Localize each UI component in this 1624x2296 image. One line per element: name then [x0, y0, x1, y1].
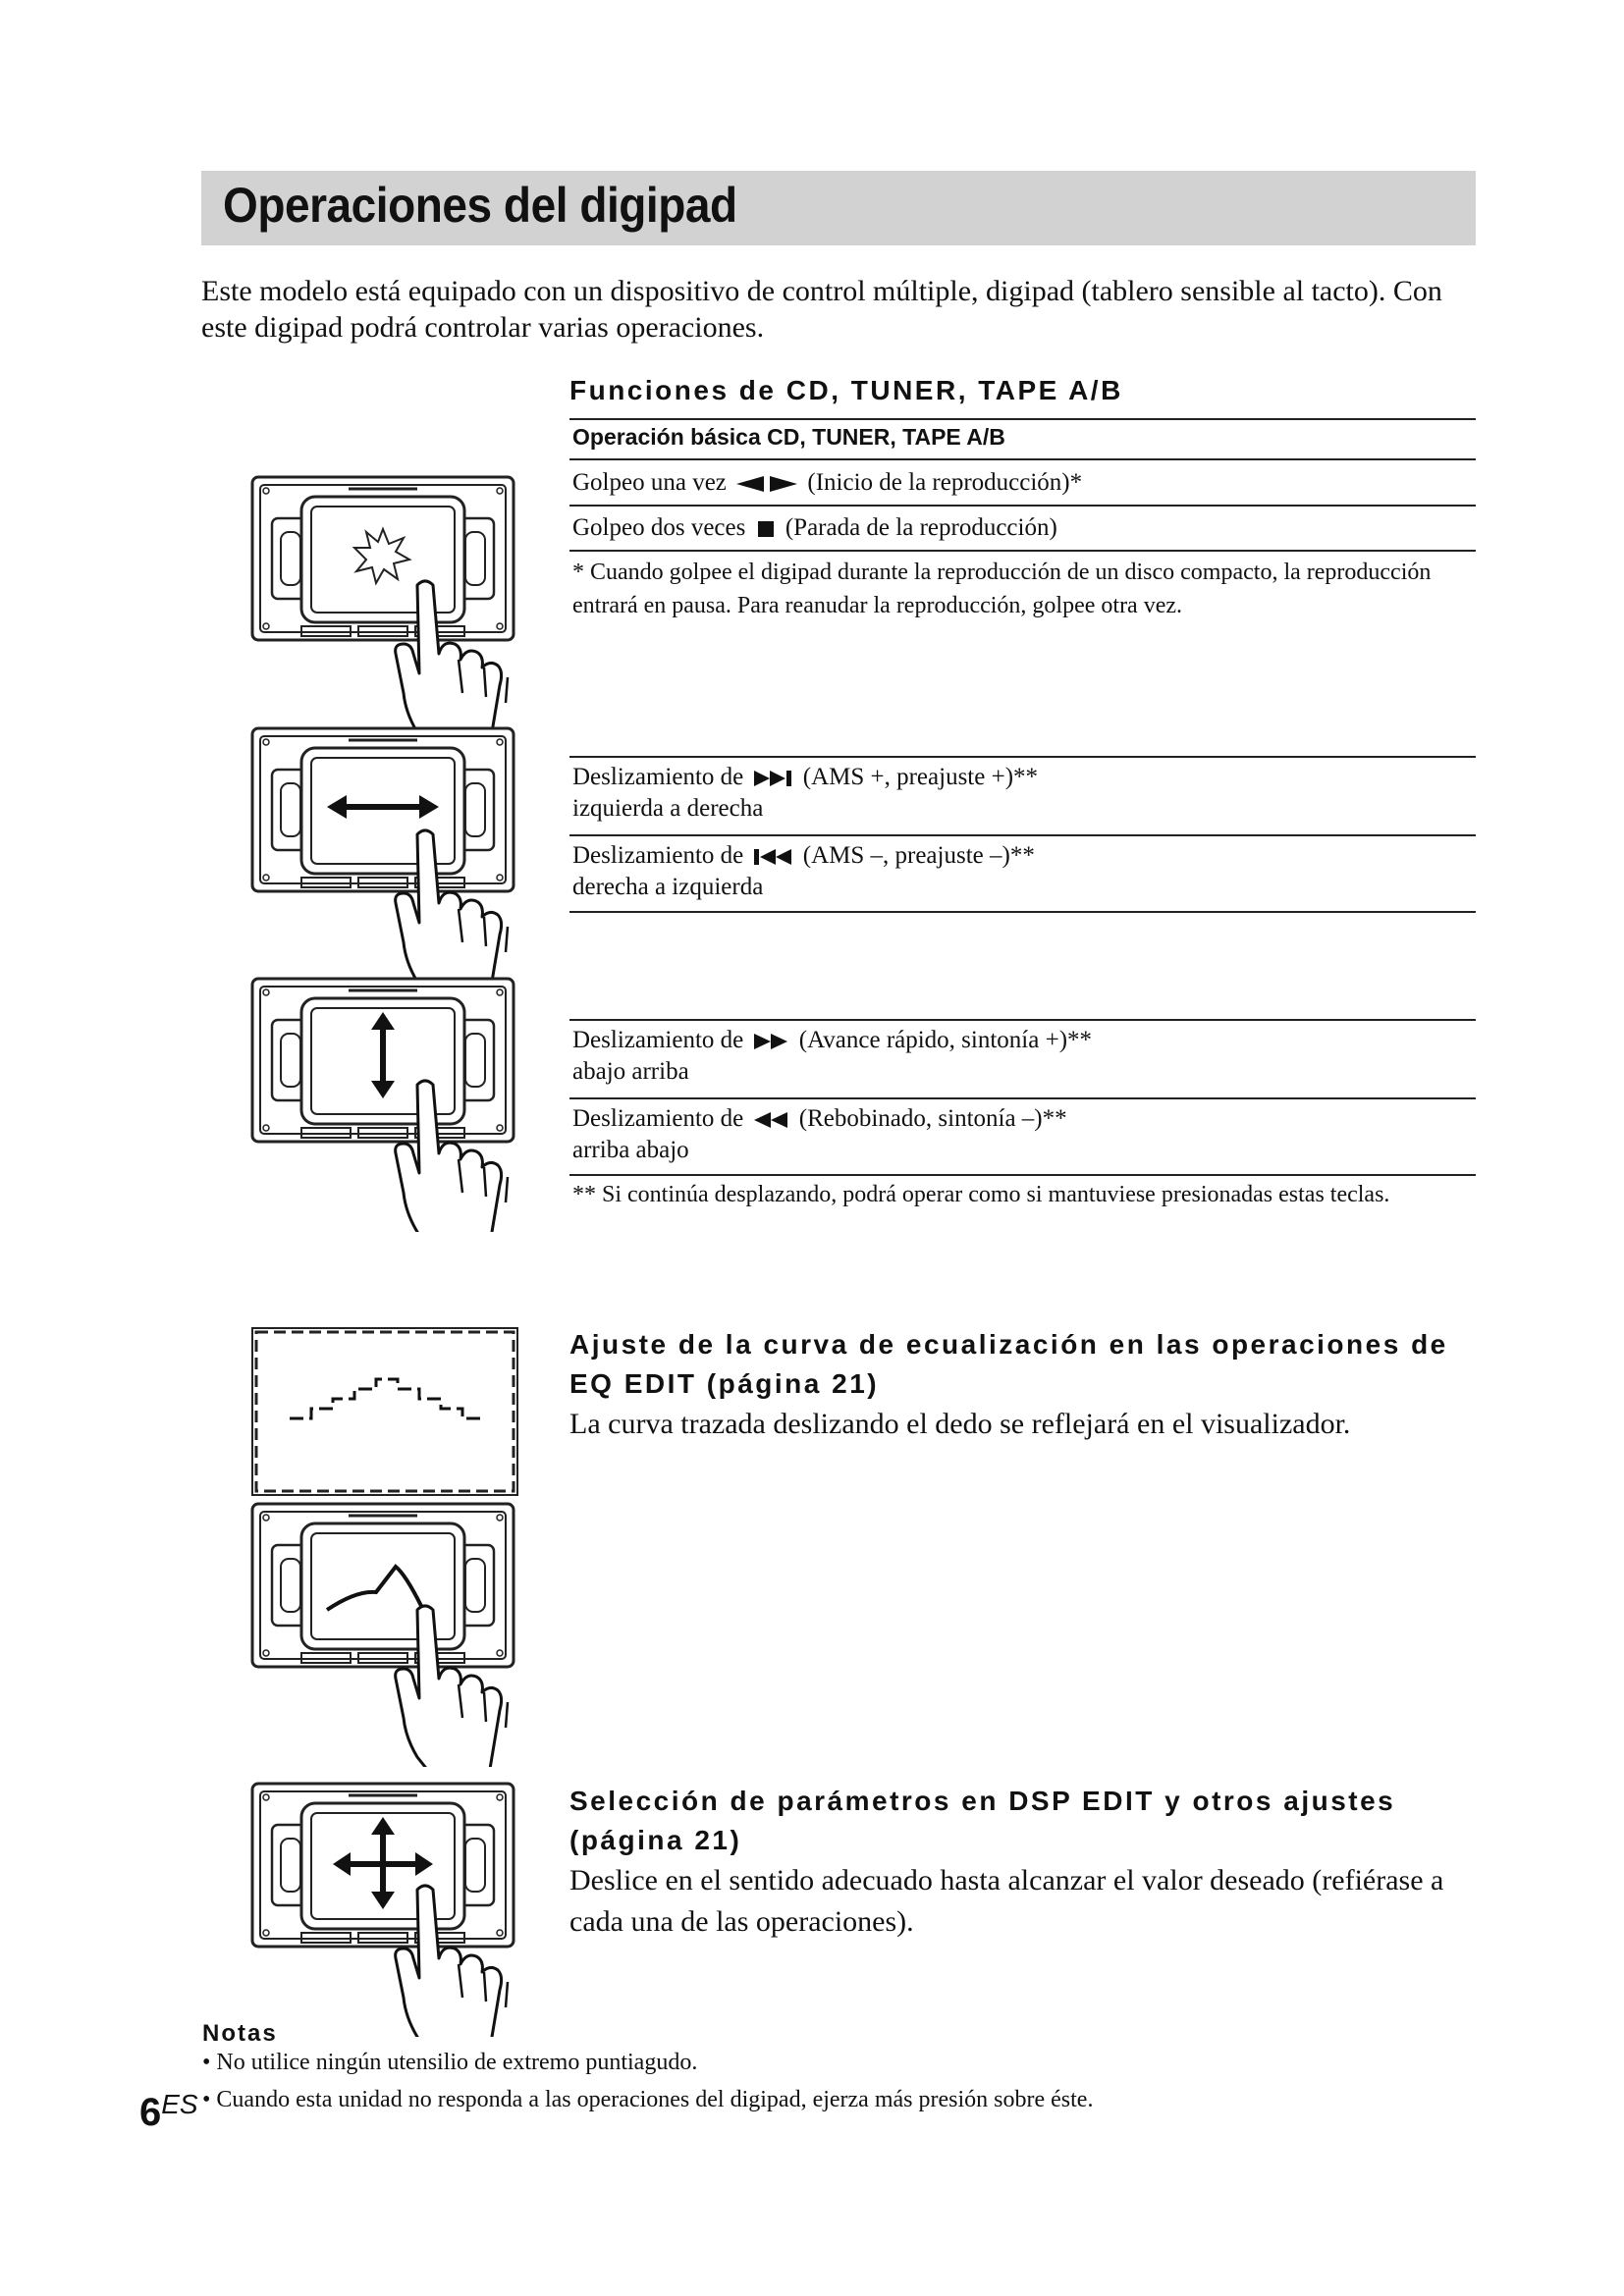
multi-direction-illustration	[250, 1782, 535, 2037]
eq-edit-body: La curva trazada deslizando el dedo se reflejará en el visualizador.	[569, 1408, 1351, 1440]
page-suffix: ES	[161, 2089, 198, 2119]
page-number: $6^{ES}$	[139, 2089, 198, 2134]
list-item: • No utilice ningún utensilio de extremo puntiagudo.	[202, 2050, 698, 2075]
table-row: Deslizamiento de (Rebobinado, sintonía –)** arriba abajo	[572, 1105, 1067, 1163]
note-star: * Cuando golpee el digipad durante la reproducción de un disco compacto, la reproducción entrará en pausa. Para reanudar la reproducción, golpee otra vez.	[572, 560, 1432, 618]
eq-edit-heading: Ajuste de la curva de ecualización en las operaciones de EQ EDIT (página 21)	[569, 1329, 1448, 1399]
table-header: Operación básica CD, TUNER, TAPE A/B	[572, 424, 1005, 450]
table-row: Deslizamiento de (AMS –, preajuste –)** derecha a izquierda	[572, 842, 1035, 900]
intro-paragraph: Este modelo está equipado con un dispositivo de control múltiple, digipad (tablero sensible al tacto). Con este digipad podrá controlar varias operaciones.	[201, 275, 1442, 344]
vertical-slide-table	[569, 1019, 1476, 1255]
dsp-edit-heading: Selección de parámetros en DSP EDIT y otros ajustes (página 21)	[569, 1786, 1396, 1855]
eq-curve-display-illustration	[250, 1320, 535, 1497]
horizontal-slide-illustration	[250, 726, 535, 982]
next-track-icon	[754, 770, 793, 787]
table-row: Golpeo dos veces (Parada de la reproducción)	[572, 514, 1057, 541]
dsp-edit-section	[569, 1782, 1478, 1943]
fast-forward-icon	[754, 1033, 789, 1050]
basic-operation-table	[569, 418, 1476, 634]
dsp-edit-body: Deslice en el sentido adecuado hasta alcanzar el valor deseado (refiérase a cada una de las operaciones).	[569, 1864, 1444, 1938]
play-pause-icon	[736, 475, 797, 493]
page-title: Operaciones del digipad	[223, 178, 737, 233]
stop-icon	[756, 519, 776, 539]
horizontal-slide-table	[569, 756, 1476, 913]
table-row: Golpeo una vez (Inicio de la reproducción)*	[572, 469, 1083, 496]
functions-heading: Funciones de CD, TUNER, TAPE A/B	[569, 375, 1123, 405]
table-row: Deslizamiento de (Avance rápido, sintonía +)** abajo arriba	[572, 1027, 1093, 1085]
table-row: Deslizamiento de (AMS +, preajuste +)** izquierda a derecha	[572, 764, 1039, 822]
tap-illustration	[250, 475, 535, 730]
title-bar	[201, 171, 1476, 245]
prev-track-icon	[754, 848, 793, 866]
vertical-slide-illustration	[250, 977, 535, 1232]
rewind-icon	[754, 1111, 789, 1129]
functions-section	[569, 371, 1483, 410]
note-double-star: ** Si continúa desplazando, podrá operar como si mantuviese presionadas estas teclas.	[572, 1182, 1390, 1207]
list-item: • Cuando esta unidad no responda a las operaciones del digipad, ejerza más presión sobre éste.	[202, 2087, 1094, 2112]
notes-heading: Notas	[202, 2020, 278, 2047]
eq-slide-illustration	[250, 1502, 535, 1767]
eq-edit-section	[569, 1325, 1478, 1445]
